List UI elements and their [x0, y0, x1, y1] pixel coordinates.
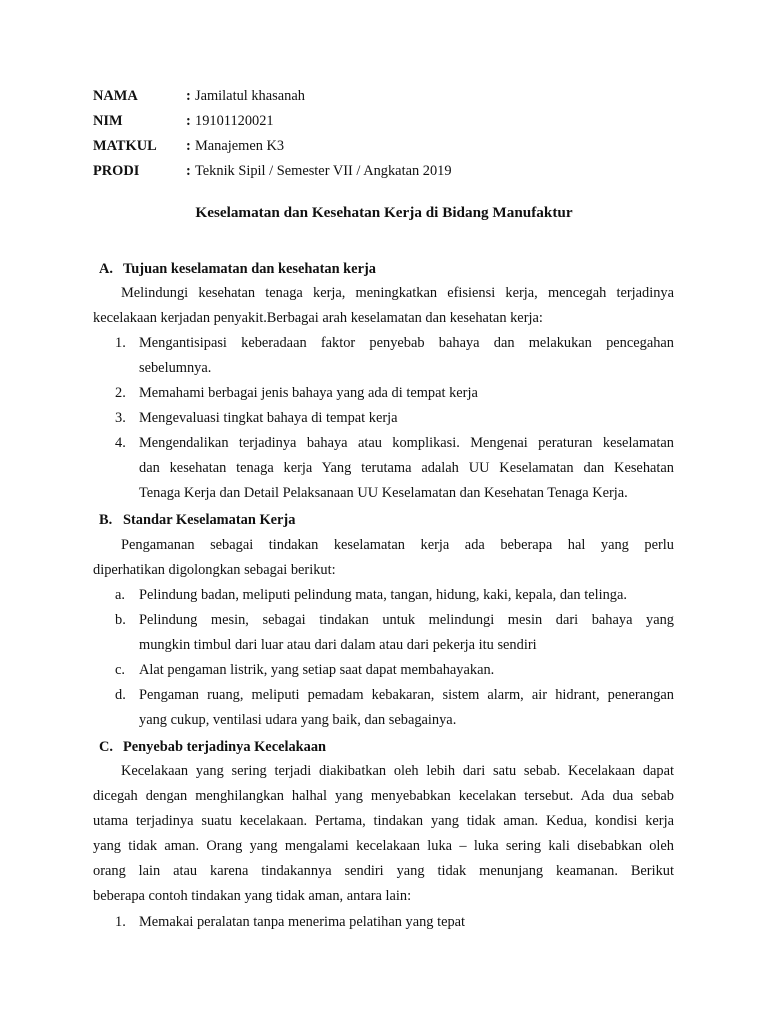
list-marker: 3.	[115, 410, 126, 426]
info-label: MATKUL	[93, 138, 157, 154]
info-value: 19101120021	[195, 113, 274, 129]
list-item-line: Pengaman ruang, meliputi pemadam kebakaran, sistem alarm, air hidrant, penerangan	[139, 687, 674, 703]
list-item-line: sebelumnya.	[139, 360, 212, 376]
section-title: Tujuan keselamatan dan kesehatan kerja	[123, 261, 376, 277]
list-marker: 4.	[115, 435, 126, 451]
list-marker: d.	[115, 687, 126, 703]
list-marker: c.	[115, 662, 125, 678]
section-marker: A.	[99, 261, 113, 277]
info-label: NAMA	[93, 88, 138, 104]
list-item	[93, 331, 674, 381]
list-marker: 1.	[115, 335, 126, 351]
list-item	[93, 683, 674, 733]
list-item-line: mungkin timbul dari luar atau dari dalam atau dari pekerja itu sendiri	[139, 637, 537, 653]
list-item-line: Mengendalikan terjadinya bahaya atau komplikasi. Mengenai peraturan keselamatan	[139, 435, 674, 451]
info-colon: :	[186, 163, 191, 179]
list-item-line: dan kesehatan tenaga kerja Yang terutama adalah UU Keselamatan dan Kesehatan	[139, 460, 674, 476]
paragraph-line: Kecelakaan yang sering terjadi diakibatkan oleh lebih dari satu sebab. Kecelakaan dapat	[121, 763, 674, 779]
list-item-line: Pelindung badan, meliputi pelindung mata, tangan, hidung, kaki, kepala, dan telinga.	[139, 587, 627, 603]
list-item	[93, 406, 674, 431]
list-item	[93, 431, 674, 506]
list-item-line: Alat pengaman listrik, yang setiap saat dapat membahayakan.	[139, 662, 495, 678]
list-item-line: Memahami berbagai jenis bahaya yang ada di tempat kerja	[139, 385, 478, 401]
section-c-intro	[93, 759, 674, 909]
paragraph-line: yang tidak aman. Orang yang mengalami kecelakaan luka – luka sering kali disebabkan oleh	[93, 838, 674, 854]
info-value: Jamilatul khasanah	[195, 88, 305, 104]
section-title: Standar Keselamatan Kerja	[123, 512, 296, 528]
list-marker: a.	[115, 587, 125, 603]
list-item-line: yang cukup, ventilasi udara yang baik, dan sebagainya.	[139, 712, 457, 728]
list-item-line: Mengevaluasi tingkat bahaya di tempat kerja	[139, 410, 398, 426]
section-marker: C.	[99, 739, 113, 755]
paragraph-line: utama terjadinya suatu kecelakaan. Pertama, tindakan yang tidak aman. Kedua, kondisi kerja	[93, 813, 674, 829]
list-item-line: Pelindung mesin, sebagai tindakan untuk melindungi mesin dari bahaya yang	[139, 612, 674, 628]
list-item	[93, 658, 674, 683]
paragraph-line: orang lain atau karena tindakannya sendiri yang tidak menunjang keamanan. Berikut	[93, 863, 674, 879]
list-item	[93, 583, 674, 608]
info-colon: :	[186, 113, 191, 129]
paragraph-line: beberapa contoh tindakan yang tidak aman, antara lain:	[93, 888, 412, 904]
list-item-line: Tenaga Kerja dan Detail Pelaksanaan UU Keselamatan dan Kesehatan Tenaga Kerja.	[139, 485, 628, 501]
list-item-line: Mengantisipasi keberadaan faktor penyebab bahaya dan melakukan pencegahan	[139, 335, 674, 351]
section-marker: B.	[99, 512, 113, 528]
info-value: Manajemen K3	[195, 138, 285, 154]
section-a-intro	[93, 281, 674, 331]
list-marker: 1.	[115, 914, 126, 930]
list-marker: 2.	[115, 385, 126, 401]
list-item	[93, 910, 674, 935]
section-b-intro	[93, 533, 674, 583]
paragraph-line: kecelakaan kerjadan penyakit.Berbagai arah keselamatan dan kesehatan kerja:	[93, 310, 543, 326]
info-value: Teknik Sipil / Semester VII / Angkatan 2019	[195, 163, 452, 179]
document-title: Keselamatan dan Kesehatan Kerja di Bidang Manufaktur	[195, 204, 573, 221]
info-label: PRODI	[93, 163, 140, 179]
paragraph-line: Pengamanan sebagai tindakan keselamatan kerja ada beberapa hal yang perlu	[121, 537, 674, 553]
list-item	[93, 608, 674, 658]
list-item	[93, 381, 674, 406]
list-item-line: Memakai peralatan tanpa menerima pelatihan yang tepat	[139, 914, 466, 930]
info-colon: :	[186, 138, 191, 154]
paragraph-line: dicegah dengan menghilangkan halhal yang menyebabkan kecelakan tersebut. Ada dua sebab	[93, 788, 674, 804]
info-label: NIM	[93, 113, 123, 129]
section-title: Penyebab terjadinya Kecelakaan	[123, 739, 327, 755]
paragraph-line: diperhatikan digolongkan sebagai berikut:	[93, 562, 336, 578]
info-colon: :	[186, 88, 191, 104]
list-marker: b.	[115, 612, 126, 628]
paragraph-line: Melindungi kesehatan tenaga kerja, meningkatkan efisiensi kerja, mencegah terjadinya	[121, 285, 674, 301]
